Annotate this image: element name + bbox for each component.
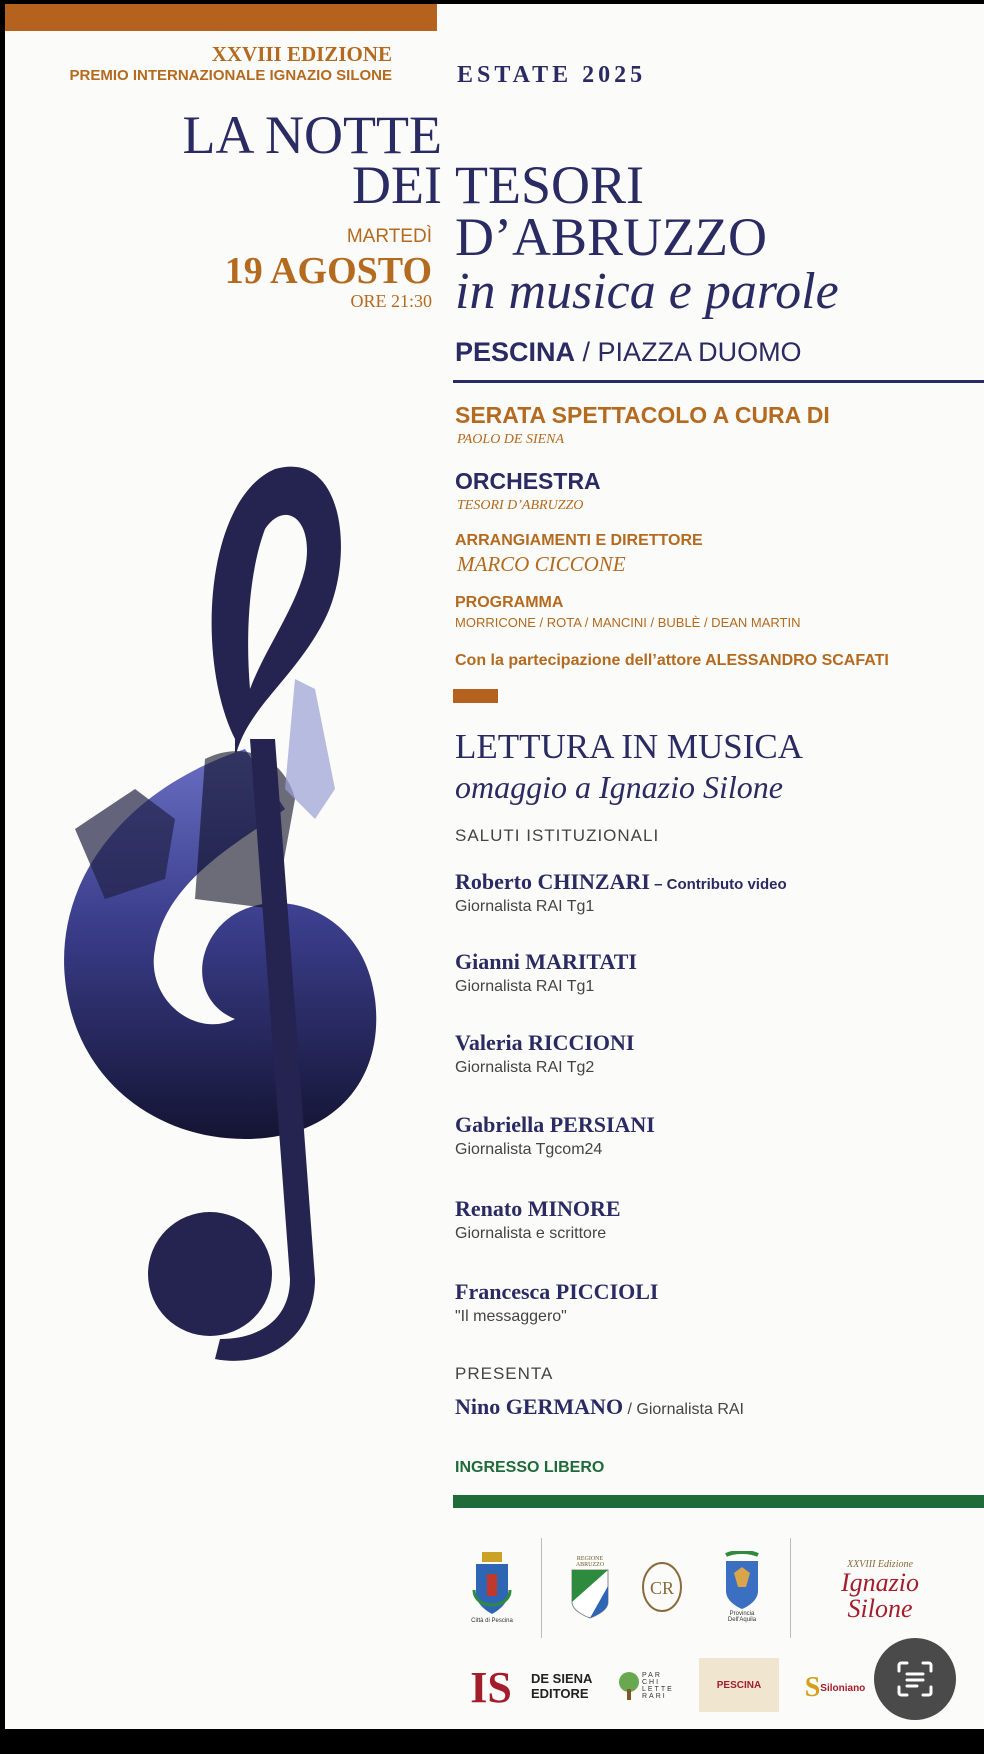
director-label: ARRANGIAMENTI E DIRETTORE xyxy=(455,532,703,549)
scan-text-icon xyxy=(895,1659,935,1699)
logo-premio-name-2: Silone xyxy=(847,1593,913,1623)
orchestra-label: ORCHESTRA xyxy=(455,468,601,494)
speaker-name: Gianni MARITATI xyxy=(455,949,637,974)
title-line-3: D’ABRUZZO xyxy=(455,207,767,267)
logo-premio-silone xyxy=(815,1549,945,1631)
curated-label: SERATA SPETTACOLO A CURA DI xyxy=(455,402,830,428)
title-line-1: LA NOTTE xyxy=(182,105,442,165)
logo-siloniano-text: Siloniano xyxy=(820,1682,866,1694)
event-poster xyxy=(5,4,984,1729)
logo-parchi-letterari xyxy=(609,1664,679,1708)
date-day: 19 AGOSTO xyxy=(224,250,432,292)
date-time: ORE 21:30 xyxy=(350,291,432,311)
presenter-name: Nino GERMANO xyxy=(455,1394,624,1419)
green-bar xyxy=(453,1495,984,1508)
speaker-extra: – Contributo video xyxy=(649,876,787,893)
top-accent-bar xyxy=(5,4,437,31)
speaker-name: Valeria RICCIONI xyxy=(455,1030,635,1055)
logo-comune-caption: Città di Pescina xyxy=(471,1618,513,1624)
greetings-label: SALUTI ISTITUZIONALI xyxy=(455,826,660,845)
reading-subtitle: omaggio a Ignazio Silone xyxy=(455,769,783,805)
logo-comune-pescina xyxy=(467,1544,517,1630)
speaker-1 xyxy=(455,869,787,916)
svg-text:CR: CR xyxy=(649,1577,675,1598)
speaker-5 xyxy=(455,1196,621,1243)
speaker-4 xyxy=(455,1112,655,1159)
presenter-role: / Giornalista RAI xyxy=(623,1401,744,1418)
logo-pescina-festival xyxy=(699,1658,779,1712)
speaker-role: Giornalista RAI Tg1 xyxy=(455,978,595,995)
logo-separator xyxy=(541,1538,542,1638)
treble-clef-artwork xyxy=(45,459,405,1389)
speaker-role: Giornalista RAI Tg1 xyxy=(455,898,595,915)
logo-premio-name-1: Ignazio xyxy=(841,1567,919,1597)
provincia-shield-icon xyxy=(720,1551,764,1611)
presenter xyxy=(455,1394,744,1420)
speaker-name: Roberto CHINZARI xyxy=(455,869,650,894)
logo-provincia xyxy=(713,1544,771,1630)
curated-name: PAOLO DE SIENA xyxy=(457,432,565,447)
speaker-role: Giornalista e scrittore xyxy=(455,1225,607,1242)
logo-centro-studi xyxy=(463,1652,519,1722)
program-list: MORRICONE / ROTA / MANCINI / BUBLÈ / DEAN MARTIN xyxy=(455,615,801,630)
orchestra-name: TESORI D’ABRUZZO xyxy=(457,498,584,513)
logo-siloniano xyxy=(795,1668,875,1708)
speaker-6 xyxy=(455,1279,658,1326)
logo-regione-abruzzo xyxy=(565,1548,615,1628)
speaker-role: "Il messaggero" xyxy=(455,1308,567,1325)
speaker-role: Giornalista Tgcom24 xyxy=(455,1141,603,1158)
presenter-label: PRESENTA xyxy=(455,1364,554,1383)
speaker-name: Francesca PICCIOLI xyxy=(455,1279,659,1304)
logo-provincia-caption: Provincia Dell'Aquila xyxy=(727,1611,757,1623)
prize-label: PREMIO INTERNAZIONALE IGNAZIO SILONE xyxy=(69,67,392,84)
regione-shield-icon xyxy=(570,1568,610,1620)
coat-of-arms-icon xyxy=(470,1550,514,1618)
cr-monogram-icon xyxy=(640,1561,684,1613)
logo-siloniano-s: S xyxy=(804,1672,821,1703)
speaker-name: Renato MINORE xyxy=(455,1196,621,1221)
director-name: MARCO CICCONE xyxy=(457,552,626,576)
logo-de-siena-2: EDITORE xyxy=(531,1686,589,1701)
entry-label: INGRESSO LIBERO xyxy=(455,1459,605,1476)
section-separator xyxy=(453,689,498,703)
scan-text-button[interactable] xyxy=(874,1638,956,1720)
divider-line xyxy=(453,380,984,383)
location xyxy=(455,337,802,368)
season-label: ESTATE 2025 xyxy=(457,62,647,88)
logo-premio-edition: XXVIII Edizione xyxy=(847,1558,913,1570)
speaker-2 xyxy=(455,949,637,996)
logo-cs-mark: IS xyxy=(470,1662,512,1712)
logo-de-siena-1: DE SIENA xyxy=(531,1671,593,1686)
date-weekday: MARTEDÌ xyxy=(346,226,432,247)
logo-separator xyxy=(790,1538,791,1638)
logo-regione-caption: REGIONE ABRUZZO xyxy=(575,1556,605,1568)
logo-parchi-text: PAR CHI LETTE RARI xyxy=(642,1672,674,1700)
logo-cr-monogram xyxy=(637,1559,687,1614)
participation-note: Con la partecipazione dell’attore ALESSANDRO SCAFATI xyxy=(455,652,889,669)
speaker-role: Giornalista RAI Tg2 xyxy=(455,1059,595,1076)
location-place: PIAZZA DUOMO xyxy=(597,337,802,367)
logo-de-siena xyxy=(531,1664,597,1708)
title-line-2b: TESORI xyxy=(455,155,644,215)
location-town: PESCINA xyxy=(455,337,576,367)
speaker-3 xyxy=(455,1030,634,1077)
reading-title: LETTURA IN MUSICA xyxy=(455,727,804,766)
tree-icon xyxy=(616,1671,642,1701)
edition-label: XXVIII EDIZIONE xyxy=(211,42,392,66)
title-line-2a: DEI xyxy=(352,155,442,215)
title-subtitle: in musica e parole xyxy=(455,263,839,320)
speaker-name: Gabriella PERSIANI xyxy=(455,1112,655,1137)
program-label: PROGRAMMA xyxy=(455,594,564,611)
location-separator: / xyxy=(575,337,598,367)
logo-pescina-text: PESCINA xyxy=(716,1679,762,1691)
